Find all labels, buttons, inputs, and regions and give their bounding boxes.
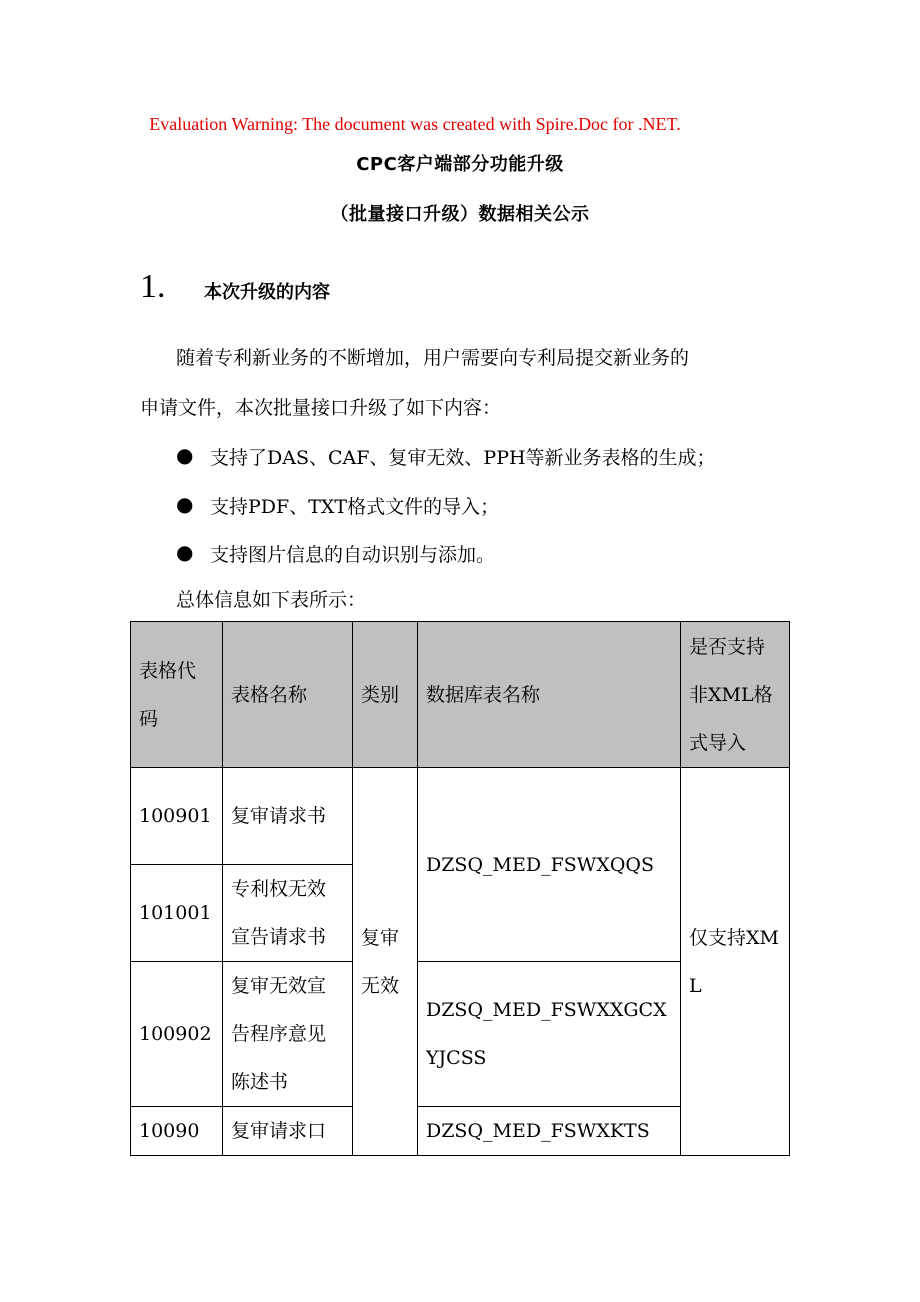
document-title-line1: CPC客户端部分功能升级 [356, 154, 564, 175]
row-name: 专利权无效宣告请求书 [223, 865, 353, 962]
bullet-item: 支持了DAS、CAF、复审无效、PPH等新业务表格的生成； [210, 447, 716, 469]
row-db-table: DZSQ_MED_FSWXKTS [418, 1107, 681, 1156]
bullet-icon: ● [176, 443, 194, 467]
bullet-icon: ● [176, 492, 194, 516]
bullet-icon: ● [176, 540, 194, 564]
row-support: 仅支持XML [681, 768, 790, 1156]
bullet-item: 支持PDF、TXT格式文件的导入； [210, 496, 500, 518]
section-number: 1. [140, 268, 166, 305]
row-code: 100902 [131, 962, 223, 1107]
row-code: 10090 [131, 1107, 223, 1156]
header-non-xml-support: 是否支持非XML格式导入 [681, 622, 790, 768]
row-name: 复审请求口 [223, 1107, 353, 1156]
table-intro: 总体信息如下表所示： [176, 589, 367, 611]
info-table [130, 621, 790, 1156]
row-code: 100901 [131, 768, 223, 865]
section-title: 本次升级的内容 [204, 282, 330, 303]
row-name: 复审无效宣告程序意见陈述书 [223, 962, 353, 1107]
evaluation-warning: Evaluation Warning: The document was created with Spire.Doc for .NET. [149, 114, 681, 134]
table-row [131, 768, 790, 865]
row-category: 复审无效 [353, 768, 418, 1156]
row-name: 复审请求书 [223, 768, 353, 865]
header-code: 表格代码 [131, 622, 223, 768]
row-db-table: DZSQ_MED_FSWXQQS [418, 768, 681, 962]
paragraph-line2: 申请文件，本次批量接口升级了如下内容： [140, 397, 502, 419]
bullet-item: 支持图片信息的自动识别与添加。 [210, 544, 496, 566]
row-db-table: DZSQ_MED_FSWXXGCXYJCSS [418, 962, 681, 1107]
table-header-row [131, 622, 790, 768]
header-category: 类别 [353, 622, 418, 768]
row-code: 101001 [131, 865, 223, 962]
paragraph-line1: 随着专利新业务的不断增加，用户需要向专利局提交新业务的 [176, 347, 690, 369]
header-db-table: 数据库表名称 [418, 622, 681, 768]
header-name: 表格名称 [223, 622, 353, 768]
document-title-line2: （批量接口升级）数据相关公示 [330, 204, 590, 225]
